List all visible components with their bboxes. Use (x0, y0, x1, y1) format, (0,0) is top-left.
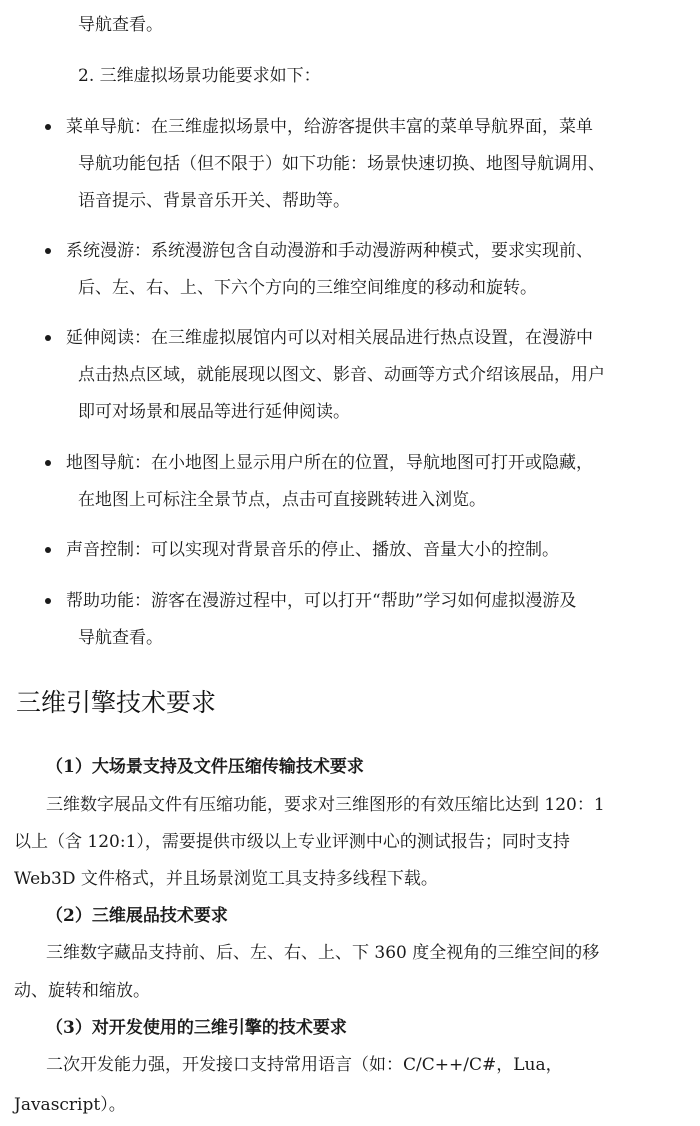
bullet-line: 地图导航：在小地图上显示用户所在的位置，导航地图可打开或隐藏， (66, 453, 593, 473)
paragraph-line: Web3D 文件格式，并且场景浏览工具支持多线程下载。 (14, 869, 438, 889)
subsection-title: （3）对开发使用的三维引擎的技术要求 (46, 1018, 347, 1038)
bullet-line: 声音控制：可以实现对背景音乐的停止、播放、音量大小的控制。 (66, 540, 559, 560)
bullet-line: 帮助功能：游客在漫游过程中，可以打开“帮助”学习如何虚拟漫游及 (66, 591, 577, 611)
bullet-line: 即可对场景和展品等进行延伸阅读。 (78, 402, 350, 422)
paragraph-line: 三维数字藏品支持前、后、左、右、上、下 360 度全视角的三维空间的移 (46, 943, 600, 963)
bullet-dot (45, 124, 51, 130)
bullet-line: 在地图上可标注全景节点，点击可直接跳转进入浏览。 (78, 490, 486, 510)
subsection-title: （2）三维展品技术要求 (46, 906, 228, 926)
paragraph-line: 三维数字展品文件有压缩功能，要求对三维图形的有效压缩比达到 120：1 (46, 795, 605, 815)
paragraph-line: 二次开发能力强，开发接口支持常用语言（如：C/C++/C#，Lua， (46, 1055, 563, 1075)
bullet-line: 后、左、右、上、下六个方向的三维空间维度的移动和旋转。 (78, 278, 537, 298)
bullet-line: 点击热点区域，就能展现以图文、影音、动画等方式介绍该展品，用户 (78, 365, 605, 385)
continued-text: 导航查看。 (78, 15, 163, 35)
bullet-line: 语音提示、背景音乐开关、帮助等。 (78, 191, 350, 211)
bullet-line: 菜单导航：在三维虚拟场景中，给游客提供丰富的菜单导航界面，菜单 (66, 117, 593, 137)
bullet-dot (45, 460, 51, 466)
bullet-dot (45, 248, 51, 254)
bullet-dot (45, 547, 51, 553)
section-heading: 三维引擎技术要求 (16, 688, 217, 717)
paragraph-line: 以上（含 120:1），需要提供市级以上专业评测中心的测试报告；同时支持 (14, 832, 570, 852)
bullet-dot (45, 598, 51, 604)
section-title: 2. 三维虚拟场景功能要求如下： (78, 66, 321, 86)
paragraph-line: Javascript）。 (14, 1095, 126, 1115)
bullet-line: 导航功能包括（但不限于）如下功能：场景快速切换、地图导航调用、 (78, 154, 605, 174)
bullet-line: 延伸阅读：在三维虚拟展馆内可以对相关展品进行热点设置，在漫游中 (66, 328, 593, 348)
paragraph-line: 动、旋转和缩放。 (14, 981, 150, 1001)
bullet-line: 导航查看。 (78, 628, 163, 648)
subsection-title: （1）大场景支持及文件压缩传输技术要求 (46, 757, 364, 777)
bullet-dot (45, 335, 51, 341)
bullet-line: 系统漫游：系统漫游包含自动漫游和手动漫游两种模式，要求实现前、 (66, 241, 593, 261)
